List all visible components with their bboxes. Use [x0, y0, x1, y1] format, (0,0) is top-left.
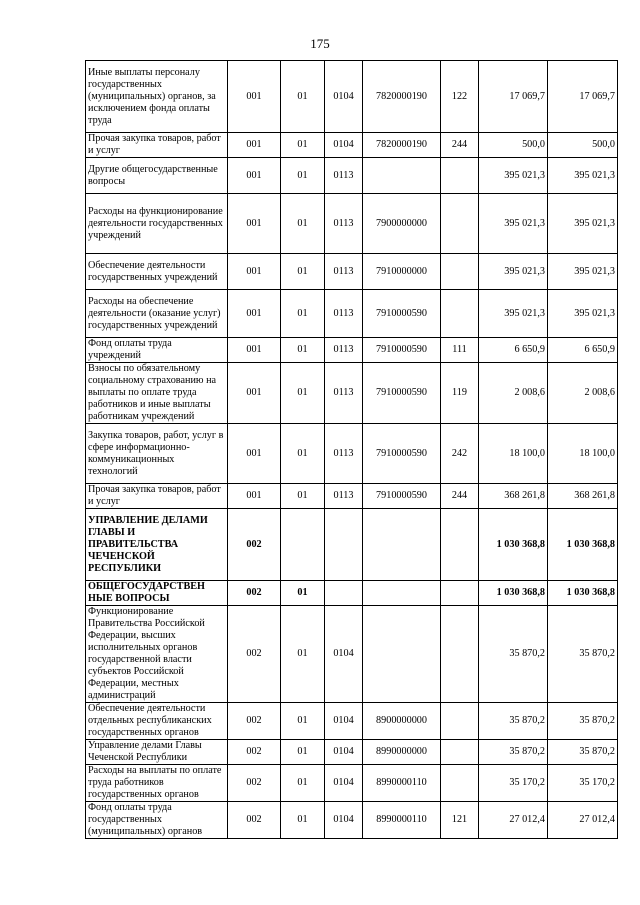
ved-code: 002 [228, 740, 281, 765]
amount-1: 6 650,9 [479, 338, 548, 363]
target-article-code: 7910000590 [363, 290, 441, 338]
ved-code: 002 [228, 509, 281, 581]
row-name: Управление делами Главы Чеченской Республики [86, 740, 228, 765]
expense-type-code [441, 290, 479, 338]
subsection-code: 0104 [325, 703, 363, 740]
row-name: Расходы на обеспечение деятельности (оказание услуг) государственных учреждений [86, 290, 228, 338]
row-name: Фонд оплаты труда учреждений [86, 338, 228, 363]
amount-1: 35 870,2 [479, 740, 548, 765]
subsection-code [325, 581, 363, 606]
row-name: ОБЩЕГОСУДАРСТВЕН НЫЕ ВОПРОСЫ [86, 581, 228, 606]
subsection-code: 0113 [325, 194, 363, 254]
target-article-code: 7910000590 [363, 484, 441, 509]
amount-2: 1 030 368,8 [548, 509, 618, 581]
amount-2: 500,0 [548, 133, 618, 158]
subsection-code: 0113 [325, 424, 363, 484]
subsection-code: 0113 [325, 158, 363, 194]
amount-2: 35 870,2 [548, 740, 618, 765]
target-article-code [363, 509, 441, 581]
table-row [86, 765, 618, 802]
target-article-code: 7900000000 [363, 194, 441, 254]
amount-1: 17 069,7 [479, 61, 548, 133]
subsection-code: 0113 [325, 338, 363, 363]
table-row [86, 254, 618, 290]
expense-type-code [441, 158, 479, 194]
ved-code: 001 [228, 484, 281, 509]
budget-table [85, 60, 618, 839]
subsection-code: 0104 [325, 61, 363, 133]
expense-type-code: 122 [441, 61, 479, 133]
amount-1: 368 261,8 [479, 484, 548, 509]
ved-code: 001 [228, 424, 281, 484]
amount-2: 35 870,2 [548, 606, 618, 703]
section-code: 01 [281, 133, 325, 158]
amount-2: 1 030 368,8 [548, 581, 618, 606]
subsection-code: 0113 [325, 290, 363, 338]
ved-code: 001 [228, 290, 281, 338]
table-row [86, 363, 618, 424]
table-row [86, 740, 618, 765]
amount-1: 35 870,2 [479, 606, 548, 703]
amount-1: 1 030 368,8 [479, 509, 548, 581]
ved-code: 002 [228, 765, 281, 802]
row-name: Обеспечение деятельности государственных учреждений [86, 254, 228, 290]
row-name: Расходы на функционирование деятельности государственных учреждений [86, 194, 228, 254]
ved-code: 001 [228, 254, 281, 290]
section-code: 01 [281, 765, 325, 802]
amount-2: 17 069,7 [548, 61, 618, 133]
row-name: Обеспечение деятельности отдельных республиканских государственных органов [86, 703, 228, 740]
expense-type-code: 119 [441, 363, 479, 424]
ved-code: 002 [228, 581, 281, 606]
row-name: Функционирование Правительства Российской Федерации, высших исполнительных органов государственной власти субъектов Российской Федерации, местных администраций [86, 606, 228, 703]
amount-1: 27 012,4 [479, 802, 548, 839]
table-row [86, 338, 618, 363]
row-name: Расходы на выплаты по оплате труда работников государственных органов [86, 765, 228, 802]
page-number: 175 [310, 36, 330, 51]
amount-1: 18 100,0 [479, 424, 548, 484]
amount-1: 395 021,3 [479, 158, 548, 194]
section-code: 01 [281, 338, 325, 363]
amount-1: 35 170,2 [479, 765, 548, 802]
amount-1: 395 021,3 [479, 194, 548, 254]
amount-1: 35 870,2 [479, 703, 548, 740]
table-row [86, 484, 618, 509]
section-code: 01 [281, 424, 325, 484]
target-article-code [363, 581, 441, 606]
expense-type-code: 242 [441, 424, 479, 484]
table-row [86, 581, 618, 606]
expense-type-code: 244 [441, 484, 479, 509]
section-code: 01 [281, 194, 325, 254]
expense-type-code [441, 194, 479, 254]
subsection-code: 0104 [325, 802, 363, 839]
expense-type-code: 111 [441, 338, 479, 363]
row-name: Закупка товаров, работ, услуг в сфере информационно-коммуникационных технологий [86, 424, 228, 484]
subsection-code [325, 509, 363, 581]
ved-code: 001 [228, 194, 281, 254]
expense-type-code [441, 703, 479, 740]
target-article-code: 7910000590 [363, 424, 441, 484]
expense-type-code [441, 581, 479, 606]
section-code [281, 509, 325, 581]
subsection-code: 0113 [325, 254, 363, 290]
subsection-code: 0104 [325, 133, 363, 158]
row-name: Иные выплаты персоналу государственных (муниципальных) органов, за исключением фонда оплаты труда [86, 61, 228, 133]
section-code: 01 [281, 484, 325, 509]
ved-code: 001 [228, 61, 281, 133]
table-row [86, 158, 618, 194]
subsection-code: 0104 [325, 740, 363, 765]
amount-1: 500,0 [479, 133, 548, 158]
table-row [86, 290, 618, 338]
section-code: 01 [281, 606, 325, 703]
expense-type-code [441, 606, 479, 703]
target-article-code: 7820000190 [363, 61, 441, 133]
section-code: 01 [281, 802, 325, 839]
section-code: 01 [281, 254, 325, 290]
expense-type-code [441, 254, 479, 290]
ved-code: 001 [228, 338, 281, 363]
target-article-code: 7910000590 [363, 338, 441, 363]
amount-2: 27 012,4 [548, 802, 618, 839]
amount-2: 368 261,8 [548, 484, 618, 509]
ved-code: 002 [228, 703, 281, 740]
row-name: Взносы по обязательному социальному страхованию на выплаты по оплате труда работников и иные выплаты работникам учреждений [86, 363, 228, 424]
table-row [86, 424, 618, 484]
subsection-code: 0104 [325, 765, 363, 802]
amount-1: 1 030 368,8 [479, 581, 548, 606]
target-article-code: 8990000110 [363, 802, 441, 839]
table-row [86, 509, 618, 581]
subsection-code: 0113 [325, 363, 363, 424]
section-code: 01 [281, 363, 325, 424]
ved-code: 002 [228, 802, 281, 839]
amount-2: 18 100,0 [548, 424, 618, 484]
table-row [86, 61, 618, 133]
section-code: 01 [281, 290, 325, 338]
row-name: Прочая закупка товаров, работ и услуг [86, 484, 228, 509]
row-name: Фонд оплаты труда государственных (муниципальных) органов [86, 802, 228, 839]
row-name: Другие общегосударственные вопросы [86, 158, 228, 194]
target-article-code: 7820000190 [363, 133, 441, 158]
expense-type-code [441, 765, 479, 802]
expense-type-code [441, 509, 479, 581]
table-row [86, 606, 618, 703]
target-article-code: 7910000590 [363, 363, 441, 424]
ved-code: 001 [228, 158, 281, 194]
amount-2: 6 650,9 [548, 338, 618, 363]
ved-code: 002 [228, 606, 281, 703]
section-code: 01 [281, 740, 325, 765]
target-article-code: 8990000000 [363, 740, 441, 765]
amount-2: 395 021,3 [548, 290, 618, 338]
amount-2: 395 021,3 [548, 158, 618, 194]
amount-2: 35 170,2 [548, 765, 618, 802]
target-article-code [363, 606, 441, 703]
table-row [86, 194, 618, 254]
row-name: УПРАВЛЕНИЕ ДЕЛАМИ ГЛАВЫ И ПРАВИТЕЛЬСТВА ЧЕЧЕНСКОЙ РЕСПУБЛИКИ [86, 509, 228, 581]
target-article-code: 7910000000 [363, 254, 441, 290]
expense-type-code [441, 740, 479, 765]
section-code: 01 [281, 581, 325, 606]
expense-type-code: 244 [441, 133, 479, 158]
ved-code: 001 [228, 363, 281, 424]
amount-2: 35 870,2 [548, 703, 618, 740]
amount-1: 395 021,3 [479, 254, 548, 290]
section-code: 01 [281, 703, 325, 740]
subsection-code: 0113 [325, 484, 363, 509]
amount-1: 2 008,6 [479, 363, 548, 424]
amount-2: 395 021,3 [548, 194, 618, 254]
subsection-code: 0104 [325, 606, 363, 703]
ved-code: 001 [228, 133, 281, 158]
table-row [86, 802, 618, 839]
target-article-code [363, 158, 441, 194]
expense-type-code: 121 [441, 802, 479, 839]
table-body [86, 61, 618, 839]
table-row [86, 133, 618, 158]
target-article-code: 8900000000 [363, 703, 441, 740]
section-code: 01 [281, 61, 325, 133]
row-name: Прочая закупка товаров, работ и услуг [86, 133, 228, 158]
amount-1: 395 021,3 [479, 290, 548, 338]
target-article-code: 8990000110 [363, 765, 441, 802]
amount-2: 395 021,3 [548, 254, 618, 290]
table-row [86, 703, 618, 740]
section-code: 01 [281, 158, 325, 194]
amount-2: 2 008,6 [548, 363, 618, 424]
